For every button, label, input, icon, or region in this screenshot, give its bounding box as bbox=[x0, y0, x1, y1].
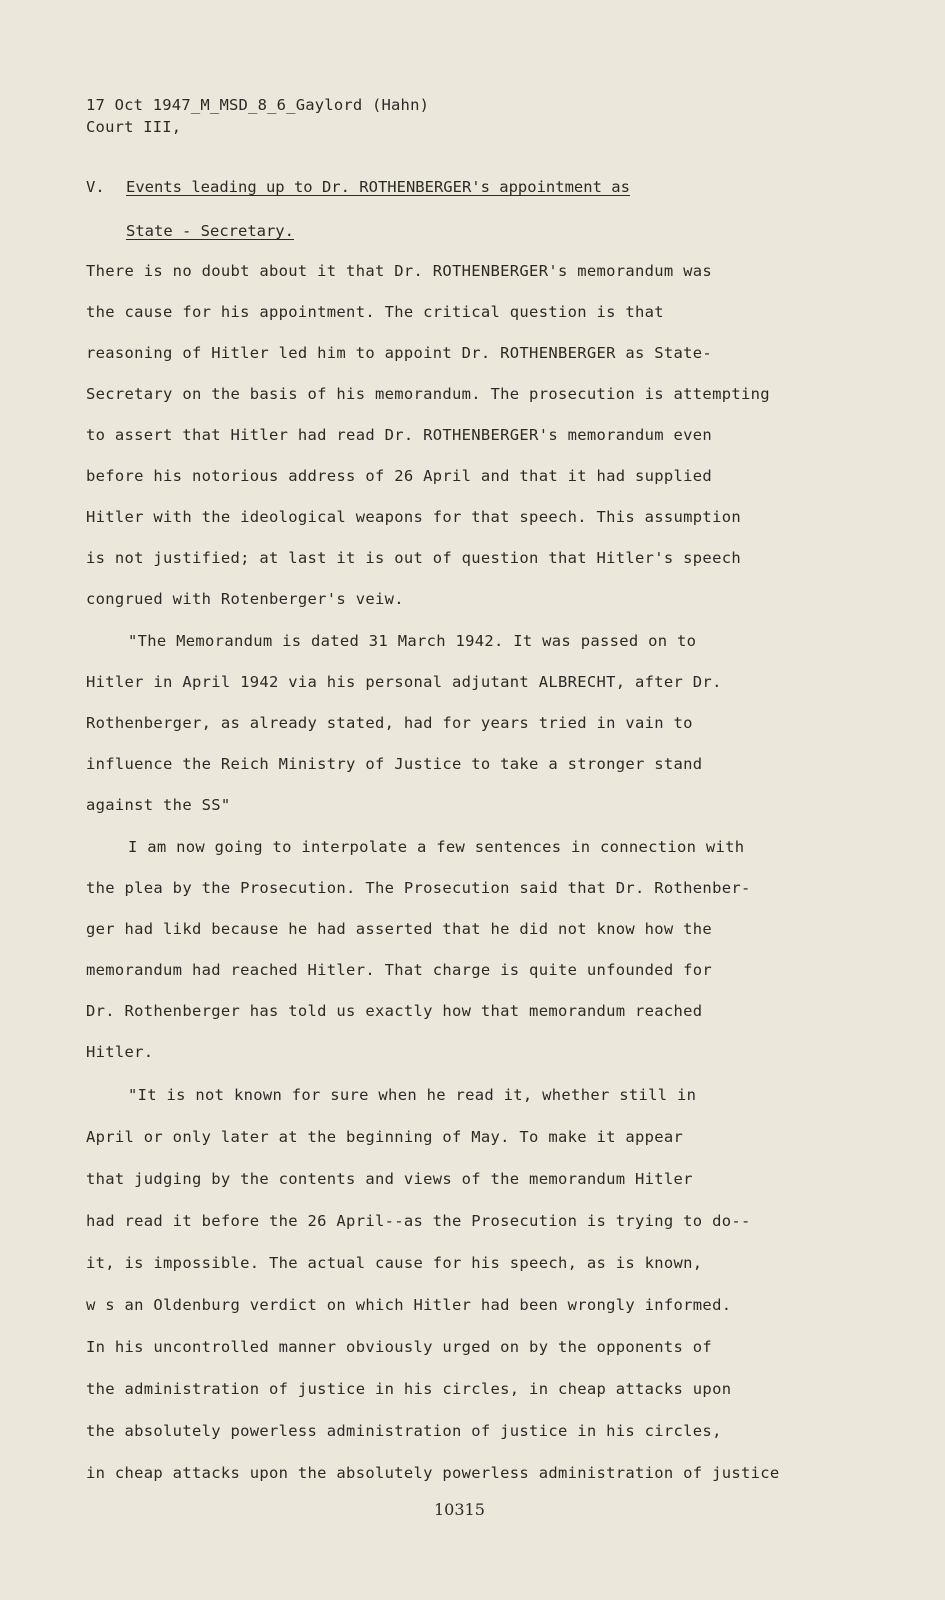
text-line: Rothenberger, as already stated, had for years tried in vain to bbox=[86, 714, 693, 732]
text-line: Secretary on the basis of his memorandum. The prosecution is attempting bbox=[86, 385, 770, 403]
text-line: Hitler with the ideological weapons for that speech. This assumption bbox=[86, 508, 741, 526]
header-court-line: Court III, bbox=[86, 118, 182, 136]
text-line: reasoning of Hitler led him to appoint Dr. ROTHENBERGER as State- bbox=[86, 344, 713, 362]
text-line: influence the Reich Ministry of Justice to take a stronger stand bbox=[86, 755, 703, 773]
text-line: "It is not known for sure when he read it, whether still in bbox=[128, 1086, 697, 1104]
text-line: the administration of justice in his circles, in cheap attacks upon bbox=[86, 1380, 732, 1398]
text-line: the cause for his appointment. The critical question is that bbox=[86, 303, 664, 321]
section-heading bbox=[86, 178, 630, 196]
text-line: the absolutely powerless administration of justice in his circles, bbox=[86, 1422, 722, 1440]
text-line: There is no doubt about it that Dr. ROTHENBERGER's memorandum was bbox=[86, 262, 713, 280]
text-line: I am now going to interpolate a few sentences in connection with bbox=[128, 838, 745, 856]
text-line: Hitler. bbox=[86, 1043, 154, 1061]
text-line: before his notorious address of 26 April and that it had supplied bbox=[86, 467, 713, 485]
text-line: In his uncontrolled manner obviously urged on by the opponents of bbox=[86, 1338, 713, 1356]
text-line: in cheap attacks upon the absolutely powerless administration of justice bbox=[86, 1464, 780, 1482]
text-line: that judging by the contents and views of the memorandum Hitler bbox=[86, 1170, 693, 1188]
text-line: "The Memorandum is dated 31 March 1942. It was passed on to bbox=[128, 632, 697, 650]
section-title-line-1: Events leading up to Dr. ROTHENBERGER's appointment as bbox=[126, 178, 630, 196]
text-line: to assert that Hitler had read Dr. ROTHENBERGER's memorandum even bbox=[86, 426, 713, 444]
text-line: the plea by the Prosecution. The Prosecution said that Dr. Rothenber- bbox=[86, 879, 751, 897]
page-number: 10315 bbox=[434, 1500, 485, 1519]
text-line: congrued with Rotenberger's veiw. bbox=[86, 590, 404, 608]
text-line: Dr. Rothenberger has told us exactly how that memorandum reached bbox=[86, 1002, 703, 1020]
text-line: had read it before the 26 April--as the Prosecution is trying to do-- bbox=[86, 1212, 751, 1230]
text-line: April or only later at the beginning of May. To make it appear bbox=[86, 1128, 684, 1146]
text-line: it, is impossible. The actual cause for his speech, as is known, bbox=[86, 1254, 703, 1272]
section-title-line-2: State - Secretary. bbox=[126, 222, 294, 240]
text-line: ger had likd because he had asserted that he did not know how the bbox=[86, 920, 713, 938]
text-line: w s an Oldenburg verdict on which Hitler had been wrongly informed. bbox=[86, 1296, 732, 1314]
text-line: against the SS" bbox=[86, 796, 231, 814]
text-line: Hitler in April 1942 via his personal adjutant ALBRECHT, after Dr. bbox=[86, 673, 722, 691]
text-line: memorandum had reached Hitler. That charge is quite unfounded for bbox=[86, 961, 713, 979]
section-number: V. bbox=[86, 178, 105, 196]
header-reference-line: 17 Oct 1947_M_MSD_8_6_Gaylord (Hahn) bbox=[86, 96, 430, 114]
text-line: is not justified; at last it is out of question that Hitler's speech bbox=[86, 549, 741, 567]
